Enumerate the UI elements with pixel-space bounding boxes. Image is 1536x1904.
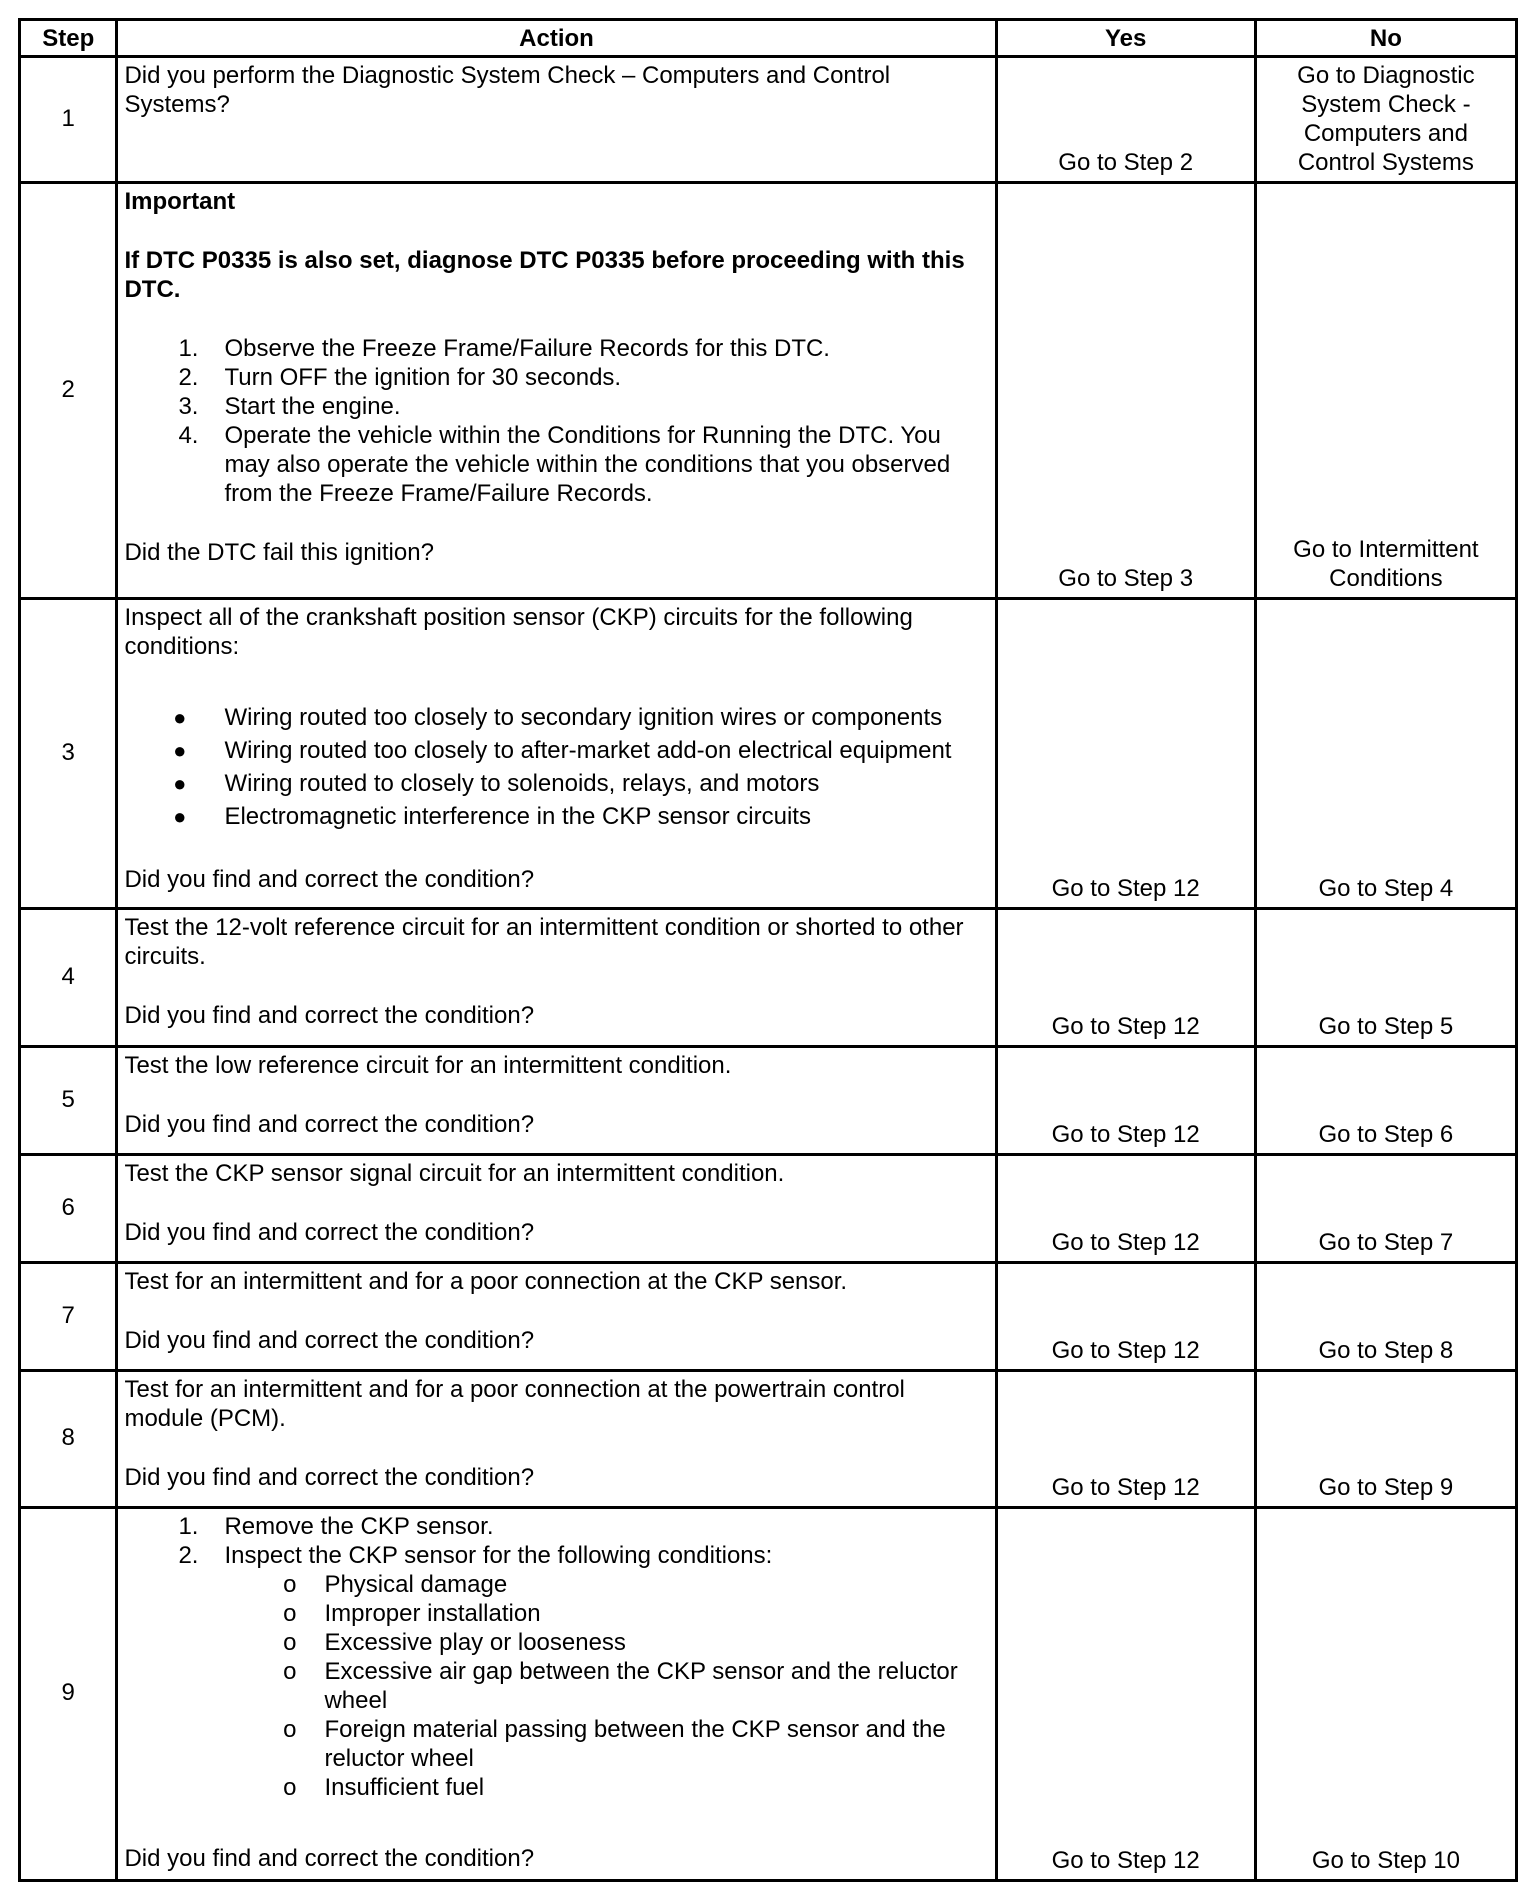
action-text: Test for an intermittent and for a poor connection at the CKP sensor. [124, 1268, 848, 1295]
header-step: Step [20, 20, 117, 57]
action-cell [117, 183, 996, 599]
no-cell: Go to Diagnostic System Check - Computers and Control Systems [1255, 57, 1516, 183]
list-item: o Excessive air gap between the CKP sensor and the reluctor wheel [124, 1657, 988, 1715]
circle-bullet-icon: o [283, 1716, 297, 1743]
yes-cell: Go to Step 12 [996, 1263, 1255, 1371]
circle-bullet-icon: o [283, 1629, 297, 1656]
circle-bullet-icon: o [283, 1600, 297, 1627]
no-cell: Go to Step 6 [1255, 1047, 1516, 1155]
action-text: Did you perform the Diagnostic System Check – Computers and Control Systems? [124, 62, 891, 118]
step-number: 9 [20, 1508, 117, 1881]
bullet-icon: ● [173, 705, 187, 730]
action-text: Test the low reference circuit for an intermittent condition. [124, 1052, 732, 1079]
action-cell [117, 909, 996, 1047]
header-action: Action [117, 20, 996, 57]
header-yes: Yes [996, 20, 1255, 57]
action-cell [117, 57, 996, 183]
action-cell [117, 1263, 996, 1371]
bullet-list [124, 703, 988, 831]
step-number: 7 [20, 1263, 117, 1371]
sub-bullet-list [124, 1570, 988, 1802]
table-row [20, 1047, 1517, 1155]
diagnostic-table [18, 18, 1518, 1882]
table-row [20, 1371, 1517, 1508]
important-label: Important [124, 188, 236, 215]
action-text: Test for an intermittent and for a poor connection at the powertrain control module (PCM). [124, 1376, 905, 1432]
table-row [20, 909, 1517, 1047]
header-no: No [1255, 20, 1516, 57]
circle-bullet-icon: o [283, 1774, 297, 1801]
action-question: Did you find and correct the condition? [124, 1464, 535, 1491]
list-item: 1. Observe the Freeze Frame/Failure Records for this DTC. [178, 335, 830, 362]
list-item: o Excessive play or looseness [124, 1628, 988, 1657]
action-question: Did you find and correct the condition? [124, 866, 535, 893]
bullet-icon: ● [173, 738, 187, 763]
no-cell: Go to Step 4 [1255, 599, 1516, 909]
no-cell: Go to Step 5 [1255, 909, 1516, 1047]
list-item: ● Wiring routed to closely to solenoids, relays, and motors [124, 769, 988, 798]
action-cell [117, 1047, 996, 1155]
table-row [20, 183, 1517, 599]
table-row [20, 1508, 1517, 1881]
no-cell: Go to Step 7 [1255, 1155, 1516, 1263]
list-item: o Physical damage [124, 1570, 988, 1599]
action-question: Did you find and correct the condition? [124, 1845, 535, 1872]
header-row [20, 20, 1517, 57]
table-row [20, 599, 1517, 909]
table-row [20, 1155, 1517, 1263]
yes-cell: Go to Step 3 [996, 183, 1255, 599]
yes-cell: Go to Step 2 [996, 57, 1255, 183]
action-question: Did you find and correct the condition? [124, 1111, 535, 1138]
action-text: Test the 12-volt reference circuit for an intermittent condition or shorted to other circuits. [124, 914, 964, 970]
list-item: o Improper installation [124, 1599, 988, 1628]
numbered-list [124, 1512, 988, 1570]
list-item: 2. Turn OFF the ignition for 30 seconds. [178, 364, 622, 391]
yes-cell: Go to Step 12 [996, 1508, 1255, 1881]
step-number: 3 [20, 599, 117, 909]
list-item: 3. Start the engine. [178, 393, 401, 420]
action-question: Did you find and correct the condition? [124, 1219, 535, 1246]
action-cell [117, 1371, 996, 1508]
step-number: 1 [20, 57, 117, 183]
action-cell [117, 1508, 996, 1881]
yes-cell: Go to Step 12 [996, 1047, 1255, 1155]
step-number: 2 [20, 183, 117, 599]
no-cell: Go to Intermittent Conditions [1255, 183, 1516, 599]
circle-bullet-icon: o [283, 1658, 297, 1685]
no-cell: Go to Step 8 [1255, 1263, 1516, 1371]
action-cell [117, 599, 996, 909]
table-row [20, 1263, 1517, 1371]
step-number: 5 [20, 1047, 117, 1155]
yes-cell: Go to Step 12 [996, 1371, 1255, 1508]
action-question: Did you find and correct the condition? [124, 1002, 535, 1029]
list-item: 4. Operate the vehicle within the Conditions for Running the DTC. You may also operate the vehicle within the conditions that you observed from the Freeze Frame/Failure Records. [178, 422, 951, 507]
action-text: Test the CKP sensor signal circuit for an intermittent condition. [124, 1160, 785, 1187]
list-item: ● Wiring routed too closely to secondary ignition wires or components [124, 703, 988, 732]
action-question: Did the DTC fail this ignition? [124, 539, 434, 566]
bullet-icon: ● [173, 804, 187, 829]
list-item: ● Electromagnetic interference in the CKP sensor circuits [124, 802, 988, 831]
yes-cell: Go to Step 12 [996, 599, 1255, 909]
step-number: 6 [20, 1155, 117, 1263]
yes-cell: Go to Step 12 [996, 1155, 1255, 1263]
numbered-list [124, 334, 988, 508]
list-item: o Insufficient fuel [124, 1773, 988, 1802]
bullet-icon: ● [173, 771, 187, 796]
no-cell: Go to Step 9 [1255, 1371, 1516, 1508]
table-row [20, 57, 1517, 183]
list-item: 1. Remove the CKP sensor. [178, 1513, 494, 1540]
step-number: 4 [20, 909, 117, 1047]
action-question: Did you find and correct the condition? [124, 1327, 535, 1354]
yes-cell: Go to Step 12 [996, 909, 1255, 1047]
action-cell [117, 1155, 996, 1263]
no-cell: Go to Step 10 [1255, 1508, 1516, 1881]
important-note: If DTC P0335 is also set, diagnose DTC P0335 before proceeding with this DTC. [124, 247, 965, 303]
list-item: o Foreign material passing between the CKP sensor and the reluctor wheel [124, 1715, 988, 1773]
step-number: 8 [20, 1371, 117, 1508]
list-item: ● Wiring routed too closely to after-market add-on electrical equipment [124, 736, 988, 765]
circle-bullet-icon: o [283, 1571, 297, 1598]
action-text: Inspect all of the crankshaft position sensor (CKP) circuits for the following conditions: [124, 604, 913, 660]
list-item: 2. Inspect the CKP sensor for the following conditions: [178, 1542, 773, 1569]
